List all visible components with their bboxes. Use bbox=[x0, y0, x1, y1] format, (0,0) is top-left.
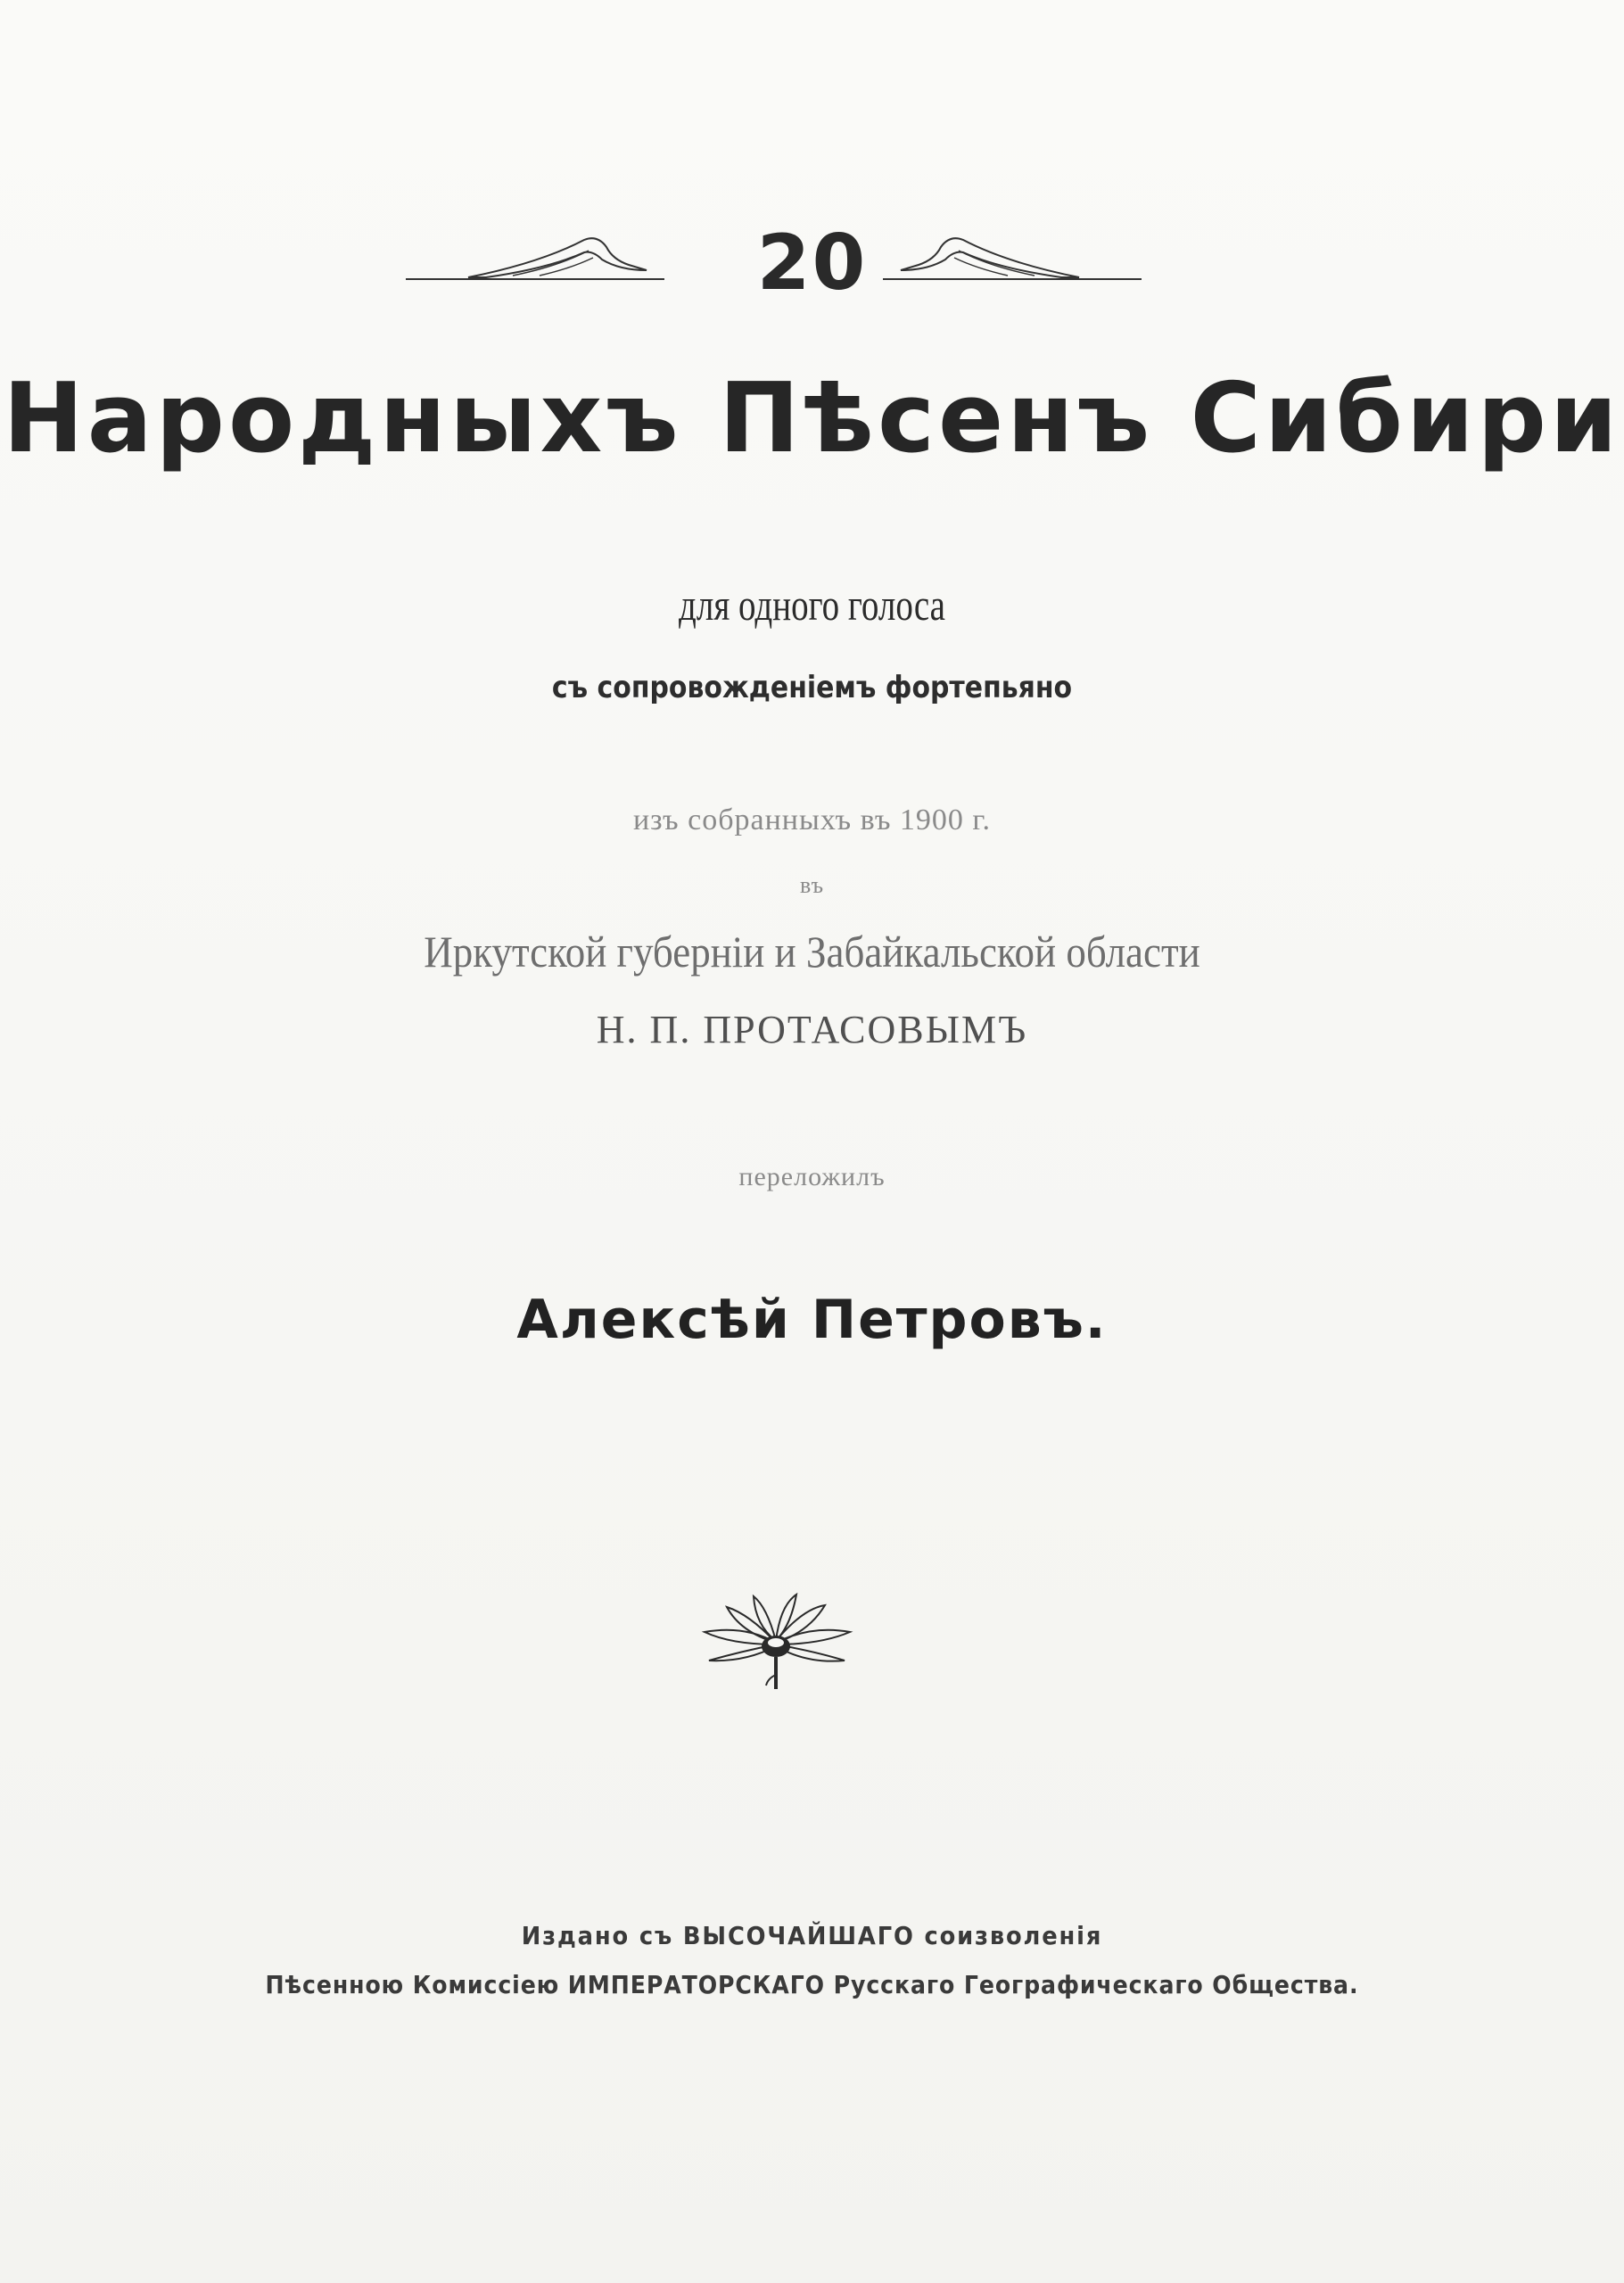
flower-vignette-icon bbox=[691, 1589, 861, 1696]
arranged-line: переложилъ bbox=[738, 1162, 886, 1191]
region-line: Иркутской губерніи и Забайкальской области bbox=[424, 927, 1200, 977]
ornament-right-icon bbox=[883, 227, 1142, 290]
collected-line: изъ собранныхъ въ 1900 г. bbox=[632, 804, 992, 837]
author-name: Алексѣй Петровъ. bbox=[516, 1289, 1108, 1351]
in-line: въ bbox=[799, 872, 825, 898]
main-title: Народныхъ Пѣсенъ Сибири bbox=[3, 363, 1621, 474]
voice-line: для одного голоса bbox=[679, 580, 945, 630]
accompaniment-line: съ сопровожденіемъ фортепьяно bbox=[551, 670, 1073, 705]
publisher-line-2: Пѣсенною Комиссіею ИМПЕРАТОРСКАГО Русскаго Географическаго Общества. bbox=[265, 1970, 1359, 1999]
page-number-heading bbox=[0, 218, 1624, 308]
publisher-line-1: Издано съ ВЫСОЧАЙШАГО соизволенія bbox=[521, 1921, 1103, 1950]
collector-line: Н. П. ПРОТАСОВЫМЪ bbox=[596, 1008, 1028, 1051]
title-number: 20 bbox=[756, 218, 868, 308]
